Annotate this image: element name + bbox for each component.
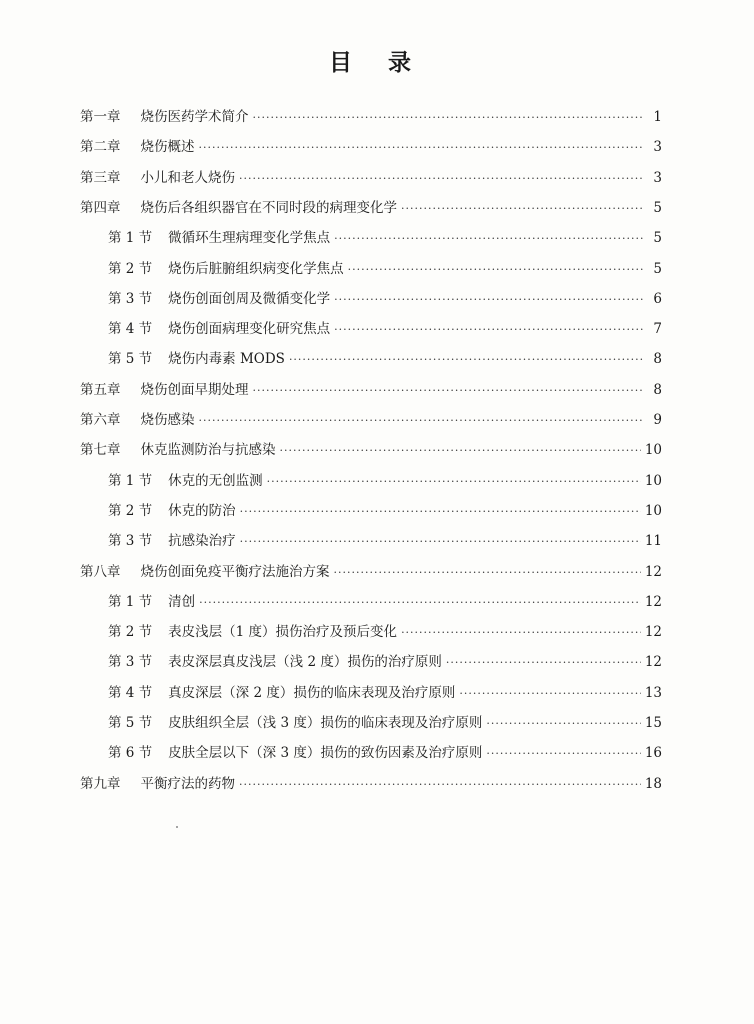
toc-dot-leader bbox=[280, 441, 641, 461]
toc-page-number: 8 bbox=[653, 381, 662, 398]
toc-section-entry bbox=[108, 531, 662, 551]
toc-entry-label: 第八章 bbox=[80, 563, 121, 580]
toc-section-entry bbox=[108, 228, 662, 248]
toc-chapter-entry bbox=[80, 410, 662, 430]
toc-dot-leader bbox=[486, 744, 640, 764]
toc-page-number: 18 bbox=[644, 775, 662, 792]
toc-section-entry bbox=[108, 743, 662, 763]
toc-section-entry bbox=[108, 289, 662, 309]
toc-entry-label: 第七章 bbox=[80, 442, 121, 459]
toc-dot-leader bbox=[253, 108, 645, 128]
toc-entry-label: 第 3 节 bbox=[108, 654, 153, 671]
toc-page-number: 10 bbox=[644, 502, 662, 519]
toc-page-number: 12 bbox=[644, 563, 662, 580]
toc-section-entry bbox=[108, 592, 662, 612]
toc-dot-leader bbox=[459, 684, 640, 704]
toc-entry-label: 第 6 节 bbox=[108, 745, 153, 762]
toc-page-number: 12 bbox=[644, 593, 662, 610]
toc-dot-leader bbox=[199, 138, 645, 158]
toc-entry-title: 微循环生理病理变化学焦点 bbox=[168, 230, 331, 247]
toc-section-entry bbox=[108, 683, 662, 703]
toc-entry-label: 第 1 节 bbox=[108, 593, 153, 610]
toc-page-number: 10 bbox=[644, 442, 662, 459]
toc-entry-label: 第 3 节 bbox=[108, 290, 153, 307]
toc-dot-leader bbox=[348, 260, 644, 280]
toc-entry-title: 休克监测防治与抗感染 bbox=[140, 442, 276, 459]
toc-entry-label: 第二章 bbox=[80, 139, 121, 156]
toc-entry-label: 第 1 节 bbox=[108, 230, 153, 247]
toc-dot-leader bbox=[199, 411, 645, 431]
toc-dot-leader bbox=[240, 532, 641, 552]
toc-entry-title: 烧伤内毒素 MODS bbox=[168, 351, 285, 368]
toc-entry-title: 皮肤组织全层（浅 3 度）损伤的临床表现及治疗原则 bbox=[168, 715, 483, 731]
toc-page-number: 3 bbox=[653, 169, 662, 186]
toc-entry-label: 第九章 bbox=[80, 775, 121, 792]
toc-entry-title: 休克的无创监测 bbox=[168, 472, 263, 489]
toc-entry-title: 烧伤后各组织器官在不同时段的病理变化学 bbox=[140, 199, 397, 216]
toc-entry-title: 平衡疗法的药物 bbox=[140, 775, 235, 792]
toc-dot-leader bbox=[253, 381, 645, 401]
toc-entry-label: 第 3 节 bbox=[108, 533, 153, 550]
toc-entry-title: 真皮深层（深 2 度）损伤的临床表现及治疗原则 bbox=[168, 684, 456, 701]
toc-chapter-entry bbox=[80, 440, 662, 460]
toc-entry-label: 第四章 bbox=[80, 199, 121, 216]
toc-chapter-entry bbox=[80, 198, 662, 218]
toc-page-number: 7 bbox=[653, 321, 662, 338]
toc-page-number: 5 bbox=[653, 260, 662, 277]
toc-dot-leader bbox=[240, 502, 641, 522]
toc-chapter-entry bbox=[80, 562, 662, 582]
toc-entry-label: 第 4 节 bbox=[108, 321, 153, 338]
toc-page-number: 15 bbox=[644, 715, 662, 731]
toc-entry-title: 清创 bbox=[168, 593, 196, 610]
toc-page-number: 3 bbox=[653, 139, 662, 156]
toc-entry-title: 表皮浅层（1 度）损伤治疗及预后变化 bbox=[168, 624, 398, 641]
toc-page-number: 12 bbox=[644, 654, 662, 671]
toc-entry-title: 小儿和老人烧伤 bbox=[140, 169, 235, 186]
toc-entry-title: 皮肤全层以下（深 3 度）损伤的致伤因素及治疗原则 bbox=[168, 745, 483, 762]
toc-dot-leader bbox=[239, 169, 644, 189]
toc-entry-title: 烧伤创面病理变化研究焦点 bbox=[168, 321, 331, 338]
toc-entry-title: 烧伤感染 bbox=[140, 412, 195, 428]
toc-chapter-entry bbox=[80, 774, 662, 794]
page-title: 目 录 bbox=[328, 50, 425, 76]
toc-chapter-entry bbox=[80, 137, 662, 157]
toc-page-number: 10 bbox=[644, 472, 662, 489]
toc-page-number: 5 bbox=[653, 230, 662, 247]
toc-entry-label: 第 2 节 bbox=[108, 624, 153, 641]
toc-entry-title: 烧伤创面免疫平衡疗法施治方案 bbox=[140, 563, 330, 580]
toc-entry-label: 第 4 节 bbox=[108, 684, 153, 701]
toc-entry-label: 第 2 节 bbox=[108, 502, 153, 519]
toc-entry-title: 烧伤创面创周及微循变化学 bbox=[168, 290, 331, 307]
toc-entry-title: 抗感染治疗 bbox=[168, 533, 236, 550]
toc-dot-leader bbox=[267, 472, 641, 492]
toc-entry-title: 烧伤创面早期处理 bbox=[140, 381, 249, 398]
toc-section-entry bbox=[108, 622, 662, 642]
toc-entry-label: 第 5 节 bbox=[108, 715, 153, 731]
toc-page-number: 1 bbox=[653, 109, 662, 125]
toc-dot-leader bbox=[446, 653, 641, 673]
toc-entry-title: 休克的防治 bbox=[168, 502, 236, 519]
toc-chapter-entry bbox=[80, 168, 662, 188]
toc-entry-label: 第一章 bbox=[80, 109, 121, 125]
toc-entry-title: 烧伤概述 bbox=[140, 139, 195, 156]
toc-section-entry bbox=[108, 319, 662, 339]
toc-entry-title: 烧伤后脏腑组织病变化学焦点 bbox=[168, 260, 344, 277]
toc-dot-leader bbox=[289, 350, 644, 370]
toc-chapter-entry bbox=[80, 107, 662, 127]
toc-dot-leader bbox=[199, 593, 641, 613]
toc-dot-leader bbox=[401, 623, 641, 643]
toc-dot-leader bbox=[239, 775, 641, 795]
toc-section-entry bbox=[108, 259, 662, 279]
scan-speck bbox=[176, 826, 178, 828]
toc-section-entry bbox=[108, 501, 662, 521]
toc-page-number: 5 bbox=[653, 199, 662, 216]
toc-dot-leader bbox=[334, 563, 641, 583]
toc-entry-title: 烧伤医药学术简介 bbox=[140, 109, 249, 125]
toc-dot-leader bbox=[334, 290, 644, 310]
toc-dot-leader bbox=[486, 714, 640, 734]
toc-page-number: 13 bbox=[644, 684, 662, 701]
toc-section-entry bbox=[108, 349, 662, 369]
toc-entry-label: 第 2 节 bbox=[108, 260, 153, 277]
toc-dot-leader bbox=[401, 199, 644, 219]
toc-entry-label: 第 1 节 bbox=[108, 472, 153, 489]
toc-page-number: 9 bbox=[653, 412, 662, 428]
toc-chapter-entry bbox=[80, 380, 662, 400]
toc-page-number: 11 bbox=[644, 533, 662, 550]
toc-section-entry bbox=[108, 471, 662, 491]
toc-page-number: 16 bbox=[644, 745, 662, 762]
toc-entry-title: 表皮深层真皮浅层（浅 2 度）损伤的治疗原则 bbox=[168, 654, 442, 671]
toc-dot-leader bbox=[334, 320, 644, 340]
toc-section-entry bbox=[108, 652, 662, 672]
toc-entry-label: 第 5 节 bbox=[108, 351, 153, 368]
toc-page-number: 8 bbox=[653, 351, 662, 368]
toc-section-entry bbox=[108, 713, 662, 733]
toc-entry-label: 第五章 bbox=[80, 381, 121, 398]
toc-page-number: 12 bbox=[644, 624, 662, 641]
toc-entry-label: 第六章 bbox=[80, 412, 121, 428]
toc-dot-leader bbox=[334, 229, 644, 249]
toc-entry-label: 第三章 bbox=[80, 169, 121, 186]
toc-page-number: 6 bbox=[653, 290, 662, 307]
